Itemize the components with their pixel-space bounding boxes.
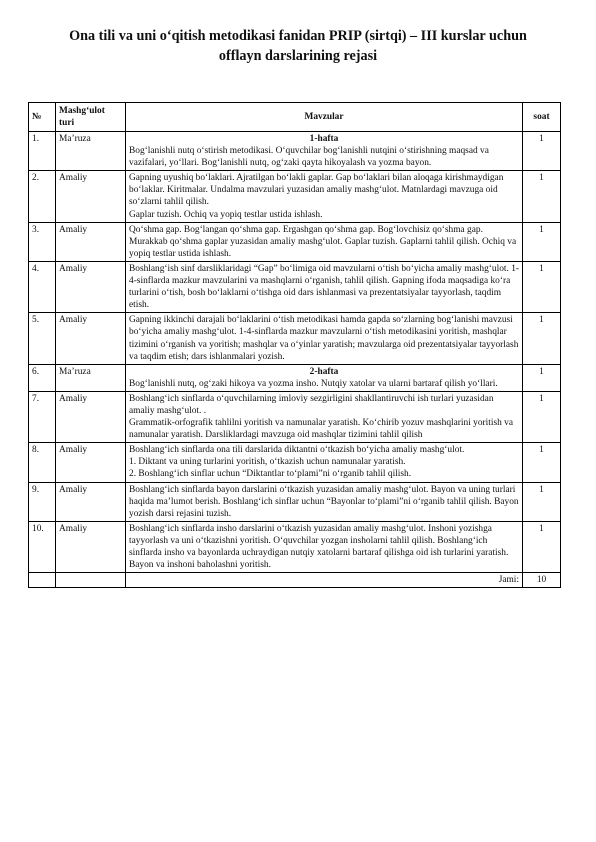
lesson-type: Amaliy <box>56 313 126 364</box>
row-number: 8. <box>29 443 56 482</box>
topic-text: 1. Diktant va uning turlarini yoritish, o‘tkazish uchun namunalar yaratish. <box>129 457 406 468</box>
hours-value: 1 <box>523 482 561 521</box>
topic-text: 2. Boshlang‘ich sinflar uchun “Diktantlar to‘plami”ni o‘rganib tahlil qilish. <box>129 469 412 480</box>
lesson-type: Amaliy <box>56 391 126 442</box>
row-number: 5. <box>29 313 56 364</box>
row-number: 7. <box>29 391 56 442</box>
hours-value: 1 <box>523 313 561 364</box>
hours-value: 1 <box>523 222 561 261</box>
topic-text: Bog‘lanishli nutq, og‘zaki hikoya va yozma insho. Nutqiy xatolar va ularni bartaraf qilish yo‘llari. <box>129 378 498 389</box>
lesson-type: Amaliy <box>56 171 126 222</box>
hours-value: 1 <box>523 261 561 312</box>
topic-cell <box>126 443 523 482</box>
table-header-row <box>29 103 561 132</box>
topic-text: Grammatik-orfografik tahlilni yoritish va namunalar yaratish. Ko‘chirib yozuv mashqlarini yoritish va namunalar yaratish. Darsliklardagi mavzuga oid mashqlar tizimini tahlil qilish <box>129 418 514 441</box>
topic-text: Boshlang‘ich sinflarda o‘quvchilarning imloviy sezgirligini shakllantiruvchi ish turlari yuzasidan amaliy mashg‘ulot. . <box>129 393 494 416</box>
topic-cell <box>126 482 523 521</box>
table-row <box>29 521 561 572</box>
topic-cell <box>126 521 523 572</box>
title-line-1: Ona tili va uni o‘qitish metodikasi fanidan PRIP (sirtqi) – III kurslar uchun <box>69 28 527 44</box>
table-row <box>29 482 561 521</box>
table-row <box>29 364 561 391</box>
row-number: 3. <box>29 222 56 261</box>
hours-value: 1 <box>523 171 561 222</box>
topic-cell <box>126 313 523 364</box>
topic-text: Boshlang‘ich sinflarda ona tili darslarida diktantni o‘tkazish bo‘yicha amaliy mashg‘ulot. <box>129 445 465 456</box>
row-number: 9. <box>29 482 56 521</box>
header-number: № <box>29 103 56 132</box>
topic-cell <box>126 222 523 261</box>
row-number: 1. <box>29 132 56 171</box>
week-heading: 1-hafta <box>309 134 339 144</box>
lesson-type: Ma’ruza <box>56 132 126 171</box>
hours-value: 1 <box>523 443 561 482</box>
title-line-2: offlayn darslarining rejasi <box>218 48 378 64</box>
topic-text: Boshlang‘ich sinflarda bayon darslarini o‘tkazish yuzasidan amaliy mashg‘ulot. Bayon va uning turlari haqida ma’lumot berish. Boshlang‘ich sinflar uchun “Bayonlar to‘plami”ni o‘rganib tahlil qilish. Bayon yozish darsi rejasini tuzish. <box>129 484 519 519</box>
lesson-type: Amaliy <box>56 222 126 261</box>
table-row <box>29 171 561 222</box>
week-heading: 2-hafta <box>309 366 339 377</box>
hours-value: 1 <box>523 391 561 442</box>
table-row <box>29 391 561 442</box>
topic-cell <box>126 261 523 312</box>
total-empty-cell <box>56 573 126 588</box>
lesson-type: Ma’ruza <box>56 364 126 391</box>
lesson-type: Amaliy <box>56 443 126 482</box>
lesson-type: Amaliy <box>56 261 126 312</box>
lesson-plan-table <box>28 102 561 588</box>
topic-text: Gapning ikkinchi darajali bo‘laklarini o‘tish metodikasi hamda gapda so‘zlarning bog‘lanishi mavzusi bo‘yicha amaliy mashg‘ulot. 1-4-sinflarda mazkur mavzularni o‘tish metodikasini yoritish, mashqlar tizimini o‘rganish va yoritish; mashqlar va o‘yinlar yaratish; mavzularga oid prezentatsiyalar tayyorlash va taqdim etish; dars ishlanmalari yozish. <box>129 315 519 362</box>
table-body <box>29 132 561 573</box>
table-row <box>29 443 561 482</box>
row-number: 4. <box>29 261 56 312</box>
table-row <box>29 132 561 171</box>
topic-text: Boshlang‘ich sinflarda insho darslarini o‘tkazish yuzasidan amaliy mashg‘ulot. Inshoni yozishga tayyorlash va uni o‘tkazishni yoritish. O‘quvchilar yozgan insholarni tahlil qilish. Boshlang‘ich sinflarda insho va bayonlarda uchraydigan nutqiy xatolarni bartaraf qilishga oid ish turlarini yaratish. Bayon va inshoni baholashni yoritish. <box>129 523 509 571</box>
topic-cell <box>126 171 523 222</box>
topic-text: Gapning uyushiq bo‘laklari. Ajratilgan bo‘lakli gaplar. Gap bo‘laklari bilan aloqaga kirishmaydigan bo‘laklar. Kiritmalar. Undalma mavzulari yuzasidan amaliy mashg‘ulot. Matnlardagi mavzuga oid so‘zlarni tahlil qilish. <box>129 173 504 208</box>
row-number: 2. <box>29 171 56 222</box>
header-topics: Mavzular <box>126 103 523 132</box>
topic-cell <box>126 132 523 171</box>
topic-text: Qo‘shma gap. Bog‘langan qo‘shma gap. Ergashgan qo‘shma gap. Bog‘lovchisiz qo‘shma gap. Murakkab qo‘shma gaplar yuzasidan amaliy mashg‘ulot. Gaplar tuzish. Gaplarni tahlil qilish. Ochiq va yopiq testlar ustida ishlash. <box>129 224 517 259</box>
header-hours: soat <box>523 103 561 132</box>
topic-cell <box>126 391 523 442</box>
header-lesson-type: Mashg‘ulot turi <box>56 103 126 132</box>
document-title <box>28 26 568 66</box>
topic-text: Boshlang‘ish sinf darsliklaridagi “Gap” bo‘limiga oid mavzularni o‘tish bo‘yicha amaliy mashg‘ulot. 1-4-sinflarda mazkur mavzularini va mashqlarni o‘rganish, tahlil qilish. Gapning ifoda maqsadiga ko‘ra turlarini o‘tish, bosh bo‘laklarni o‘tishga oid dars ishlanmasi va prezentatsiyalar tayyorlash, taqdim etish. <box>129 263 520 311</box>
hours-value: 1 <box>523 521 561 572</box>
hours-value: 1 <box>523 132 561 171</box>
row-number: 6. <box>29 364 56 391</box>
lesson-type: Amaliy <box>56 482 126 521</box>
table-row <box>29 261 561 312</box>
total-row <box>29 573 561 588</box>
hours-value: 1 <box>523 364 561 391</box>
table-row <box>29 222 561 261</box>
total-empty-cell <box>29 573 56 588</box>
total-label: Jami: <box>126 573 523 588</box>
table-row <box>29 313 561 364</box>
topic-text: Bog‘lanishli nutq o‘stirish metodikasi. O‘quvchilar bog‘lanishli nutqini o‘stirishning maqsad va vazifalari, yo‘llari. Bog‘lanishli nutq, og‘zaki qayta hikoyalash va yozma bayon. <box>129 146 489 169</box>
topic-text: Gaplar tuzish. Ochiq va yopiq testlar ustida ishlash. <box>129 209 323 220</box>
row-number: 10. <box>29 521 56 572</box>
lesson-type: Amaliy <box>56 521 126 572</box>
topic-cell <box>126 364 523 391</box>
total-value: 10 <box>523 573 561 588</box>
